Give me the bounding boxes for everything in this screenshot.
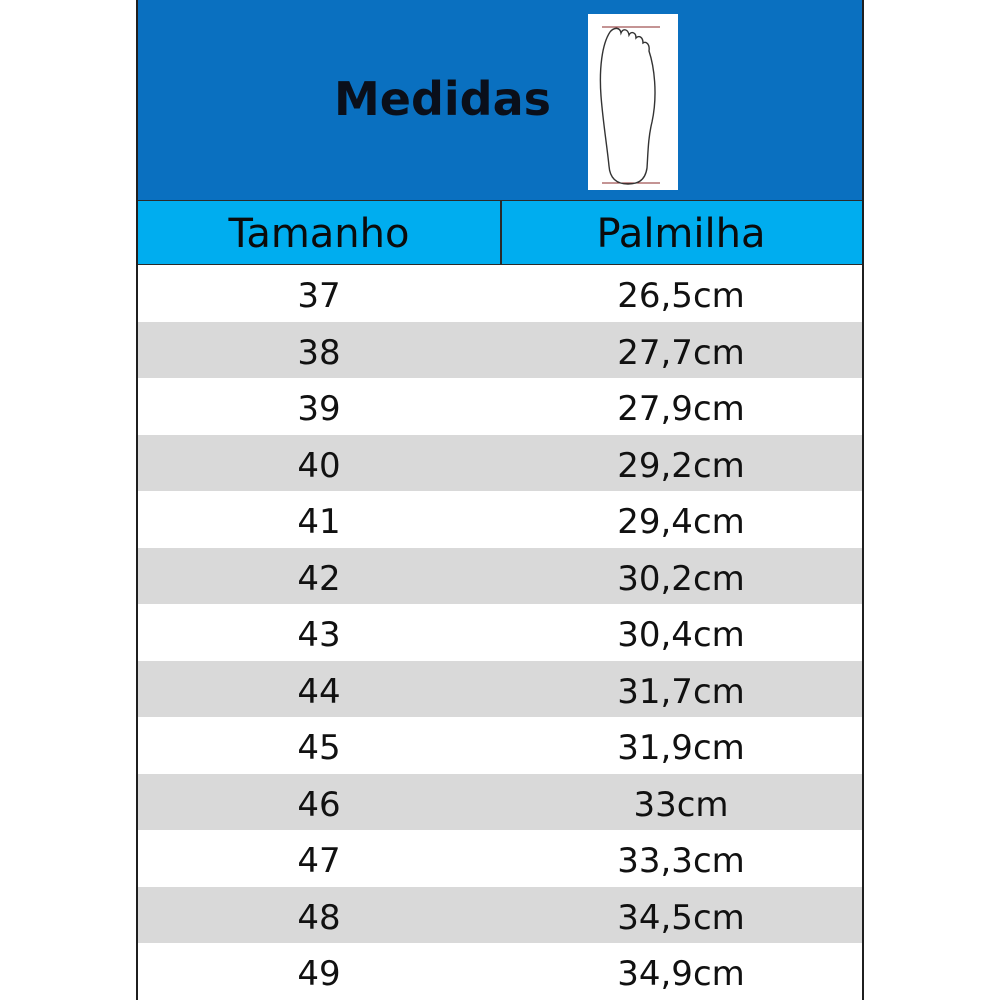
foot-outline-icon — [588, 14, 678, 190]
size-cell: 47 — [297, 841, 341, 881]
insole-cell: 33cm — [633, 784, 729, 825]
size-cell: 46 — [297, 784, 341, 825]
chart-title: Medidas — [334, 72, 552, 126]
size-cell: 43 — [297, 615, 341, 655]
insole-cell: 30,2cm — [617, 558, 745, 599]
table-row — [138, 717, 862, 774]
insole-cell: 29,2cm — [617, 445, 745, 486]
table-row — [138, 661, 862, 718]
size-cell: 40 — [297, 445, 341, 486]
table-row — [138, 943, 862, 1000]
size-cell: 41 — [297, 502, 341, 542]
table-row — [138, 604, 862, 661]
insole-cell: 34,9cm — [617, 954, 745, 994]
table-row — [138, 491, 862, 548]
insole-cell: 27,9cm — [617, 389, 745, 429]
table-row — [138, 322, 862, 379]
table-row — [138, 548, 862, 605]
table-row — [138, 435, 862, 492]
insole-cell: 34,5cm — [617, 897, 745, 938]
size-cell: 39 — [297, 389, 341, 429]
insole-cell: 26,5cm — [617, 276, 745, 316]
table-row — [138, 830, 862, 887]
column-divider — [500, 200, 502, 265]
size-cell: 42 — [297, 558, 341, 599]
size-cell: 37 — [297, 276, 341, 316]
size-cell: 49 — [297, 954, 341, 994]
table-row — [138, 378, 862, 435]
size-cell: 45 — [297, 728, 341, 768]
size-cell: 44 — [297, 671, 341, 712]
title-banner — [138, 0, 862, 200]
insole-cell: 33,3cm — [617, 841, 745, 881]
insole-cell: 31,7cm — [617, 671, 745, 712]
size-chart — [136, 0, 864, 1000]
header-palmilha: Palmilha — [596, 211, 766, 257]
insole-cell: 31,9cm — [617, 728, 745, 768]
size-cell: 38 — [297, 332, 341, 373]
table-row — [138, 774, 862, 831]
table-body — [138, 265, 862, 1000]
size-cell: 48 — [297, 897, 341, 938]
table-row — [138, 887, 862, 944]
table-row — [138, 265, 862, 322]
insole-cell: 29,4cm — [617, 502, 745, 542]
header-tamanho: Tamanho — [228, 211, 410, 257]
insole-cell: 27,7cm — [617, 332, 745, 373]
insole-cell: 30,4cm — [617, 615, 745, 655]
